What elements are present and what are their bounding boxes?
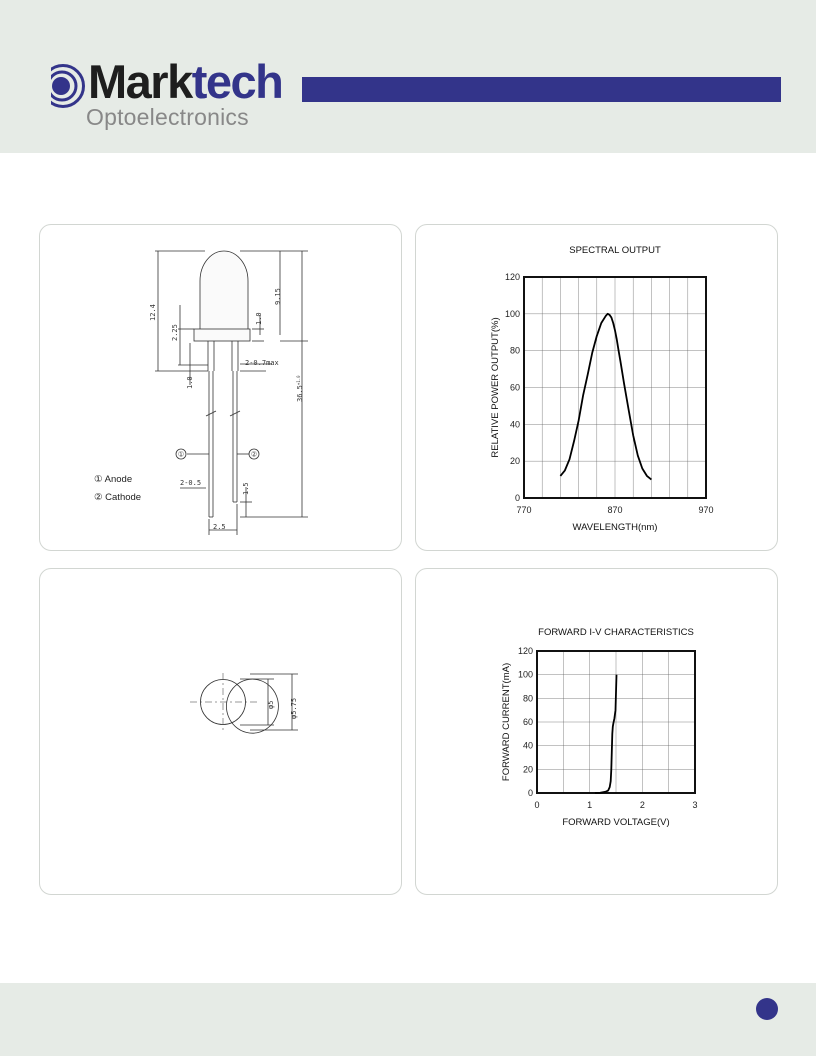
panel-top-view [39,568,402,895]
y-tick-label: 60 [522,717,533,727]
footer-band [0,983,816,1056]
dim-lead-below: 1.0 [186,376,194,389]
panel-outline-drawing [39,224,402,551]
y-tick-label: 80 [522,693,533,704]
dim-lead-thickness: 2-0.5 [180,479,202,487]
forward-iv-chart [416,569,779,896]
top-view-drawing [40,569,403,896]
series-line [595,675,617,793]
x-tick-label: 0 [534,800,540,810]
legend-anode: ① Anode [94,474,133,485]
x-tick-label: 3 [692,800,698,810]
legend-cathode: ② Cathode [94,492,142,503]
y-tick-label: 20 [509,456,520,467]
y-tick-label: 100 [517,669,533,680]
y-tick-label: 120 [517,646,533,656]
brand-part-2: tech [191,55,283,108]
dim-diameter-outer: φ5.75 [290,697,298,719]
y-axis-label: FORWARD CURRENT(mA) [501,662,512,782]
y-tick-label: 100 [504,308,520,319]
x-axis-label: FORWARD VOLTAGE(V) [562,817,670,828]
y-tick-label: 80 [509,345,520,356]
series-line [560,314,651,480]
y-tick-label: 40 [509,419,520,430]
y-axis-label: RELATIVE POWER OUTPUT(%) [490,317,501,458]
dim-height-total: 12.4 [149,304,157,321]
header-accent-bar [302,77,781,102]
dim-lead-width: 2-0.7max [245,359,279,367]
brand-name [88,55,283,108]
x-tick-label: 1 [587,800,593,810]
y-tick-label: 0 [527,788,533,798]
chart-title: FORWARD I-V CHARACTERISTICS [538,627,694,638]
x-tick-label: 2 [639,800,645,810]
x-tick-label: 870 [607,505,623,515]
brand-tagline: Optoelectronics [86,104,249,130]
y-tick-label: 60 [509,382,520,393]
chart-title: SPECTRAL OUTPUT [569,245,661,256]
dim-lead-length-tolerance: +1.0 [296,375,301,386]
dim-lens-height: 9.15 [274,288,282,305]
dim-lead-tip: 1.5 [242,482,250,495]
pin-2-marker: ② [250,451,258,459]
y-tick-label: 40 [522,740,533,751]
spectral-output-chart [416,225,779,552]
dim-flange: 1.0 [255,312,263,325]
y-tick-label: 20 [522,764,533,775]
dim-lead-length [296,375,304,402]
dim-flange-total: 2.25 [171,324,179,341]
x-axis-label: WAVELENGTH(nm) [572,522,658,533]
brand-part-1: Mark [88,55,192,108]
panel-spectral-output [415,224,778,551]
y-tick-label: 0 [514,493,520,503]
page-indicator-dot [756,998,778,1020]
x-tick-label: 770 [516,505,532,515]
panel-forward-iv [415,568,778,895]
dim-pitch: 2.5 [213,523,226,531]
pin-1-marker: ① [177,451,185,459]
header-band [0,0,816,153]
marktech-logo-icon [41,64,85,108]
dim-diameter-inner: φ5 [267,700,275,709]
x-tick-label: 970 [698,505,714,515]
y-tick-label: 120 [504,272,520,282]
outline-drawing [40,225,403,552]
dim-lead-length-value: 36.5 [296,385,304,402]
